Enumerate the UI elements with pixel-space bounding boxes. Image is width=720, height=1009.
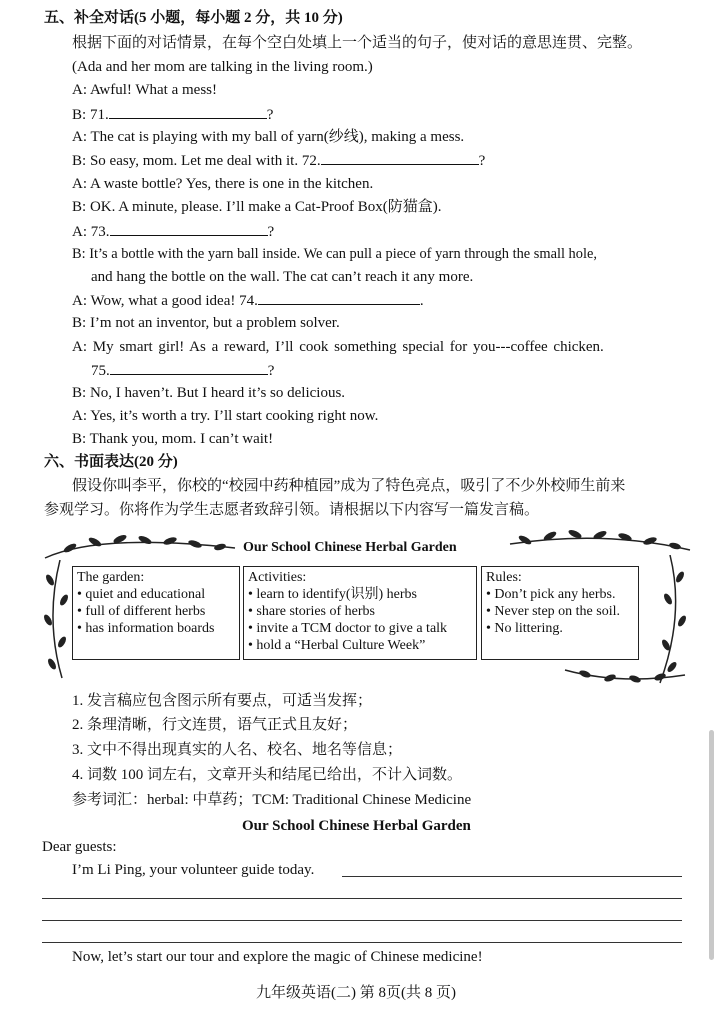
dialogue-line-71: B: 71. ?: [72, 104, 273, 125]
dialogue-line: B: It’s a bottle with the yarn ball inside. We can pull a piece of yarn through the small hole,: [72, 246, 597, 262]
section6-title: 六、书面表达(20 分): [44, 454, 178, 470]
answer-blank-75[interactable]: [110, 360, 268, 375]
dialogue-line-74: A: Wow, what a good idea! 74. .: [72, 290, 424, 311]
section5-title: 五、补全对话(5 小题，每小题 2 分，共 10 分): [44, 10, 343, 26]
answer-blank-74[interactable]: [258, 290, 420, 305]
vine-decoration-icon: [560, 660, 690, 690]
scrollbar[interactable]: [709, 730, 714, 960]
essay-greeting: Dear guests:: [42, 839, 117, 855]
writing-line[interactable]: [42, 920, 682, 921]
requirement-item: 2. 条理清晰，行文连贯，语气正式且友好；: [72, 717, 358, 733]
requirement-item: 1. 发言稿应包含图示所有要点，可适当发挥；: [72, 693, 373, 709]
dialogue-line: A: A waste bottle? Yes, there is one in the kitchen.: [72, 176, 374, 192]
essay-closing: Now, let’s start our tour and explore the magic of Chinese medicine!: [72, 949, 483, 965]
dialogue-line: B: Thank you, mom. I can’t wait!: [72, 431, 274, 447]
garden-title: Our School Chinese Herbal Garden: [243, 540, 457, 555]
dialogue-line: B: OK. A minute, please. I’ll make a Cat-Proof Box(防猫盒).: [72, 199, 442, 215]
dialogue-line: B: No, I haven’t. But I heard it’s so delicious.: [72, 385, 346, 401]
essay-title: Our School Chinese Herbal Garden: [242, 818, 471, 834]
dialogue-line-72: B: So easy, mom. Let me deal with it. 72. ?: [72, 150, 485, 171]
dialogue-line-75: 75. ?: [91, 360, 274, 381]
answer-blank-72[interactable]: [321, 150, 479, 165]
dialogue-line: A: My smart girl! As a reward, I’ll cook something special for you---coffee chicken.: [72, 339, 604, 355]
dialogue-scene: (Ada and her mom are talking in the living room.): [72, 59, 373, 75]
requirement-item: 3. 文中不得出现真实的人名、校名、地名等信息；: [72, 742, 403, 758]
essay-opening: I’m Li Ping, your volunteer guide today.: [72, 862, 315, 878]
dialogue-line: A: The cat is playing with my ball of yarn(纱线), making a mess.: [72, 129, 465, 145]
answer-blank-73[interactable]: [110, 221, 268, 236]
answer-blank-71[interactable]: [109, 104, 267, 119]
dialogue-line-continued: and hang the bottle on the wall. The cat can’t reach it any more.: [91, 269, 474, 285]
requirement-item: 4. 词数 100 词左右，文章开头和结尾已给出，不计入词数。: [72, 767, 463, 783]
rules-box: Rules: • Don’t pick any herbs. • Never step on the soil. • No littering.: [481, 566, 639, 660]
dialogue-line: B: I’m not an inventor, but a problem solver.: [72, 315, 340, 331]
writing-line[interactable]: [342, 876, 682, 877]
vine-decoration-icon: [40, 560, 74, 680]
writing-line[interactable]: [42, 942, 682, 943]
garden-info-box: The garden: • quiet and educational • full of different herbs • has information boards: [72, 566, 240, 660]
page-footer: 九年级英语(二) 第 8页(共 8 页): [256, 985, 456, 1001]
writing-line[interactable]: [42, 898, 682, 899]
section6-prompt-continued: 参观学习。你将作为学生志愿者致辞引领。请根据以下内容写一篇发言稿。: [44, 502, 540, 518]
activities-box: Activities: • learn to identify(识别) herbs • share stories of herbs • invite a TCM doctor to give a talk • hold a “Herbal Culture Week”: [243, 566, 477, 660]
dialogue-line-73: A: 73. ?: [72, 221, 274, 242]
dialogue-line: A: Awful! What a mess!: [72, 82, 217, 98]
section5-instruction: 根据下面的对话情景，在每个空白处填上一个适当的句子，使对话的意思连贯、完整。: [72, 35, 643, 51]
section6-prompt: 假设你叫李平，你校的“校园中药种植园”成为了特色亮点，吸引了不少外校师生前来: [72, 478, 626, 494]
vocabulary-note: 参考词汇：herbal: 中草药；TCM: Traditional Chinese Medicine: [72, 792, 472, 808]
dialogue-line: A: Yes, it’s worth a try. I’ll start cooking right now.: [72, 408, 379, 424]
